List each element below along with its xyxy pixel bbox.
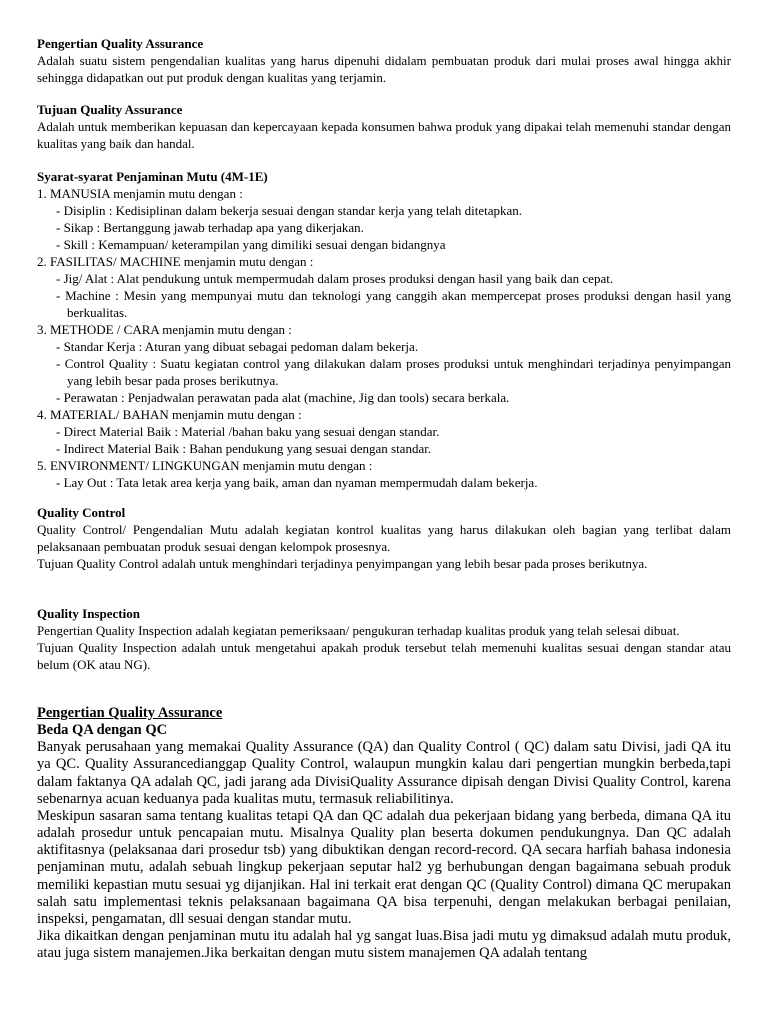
sub-item: - Lay Out : Tata letak area kerja yang baik, aman dan nyaman mempermudah dalam bekerja. bbox=[56, 475, 538, 490]
section-heading: Syarat-syarat Penjaminan Mutu (4M-1E) bbox=[37, 169, 268, 184]
sub-item: - Skill : Kemampuan/ keterampilan yang dimiliki sesuai dengan bidangnya bbox=[56, 237, 446, 252]
list-item bbox=[37, 457, 731, 491]
section-qa-purpose bbox=[37, 101, 731, 152]
list-item bbox=[37, 253, 731, 321]
list-item-label: 5. ENVIRONMENT/ LINGKUNGAN menjamin mutu dengan : bbox=[37, 458, 373, 473]
section-paragraph: Adalah suatu sistem pengendalian kualitas yang harus dipenuhi didalam pembuatan produk dari mulai proses awal hingga akhir sehingga didapatkan out put produk dengan kualitas yang terjamin. bbox=[37, 53, 731, 85]
list-item bbox=[37, 185, 731, 253]
section-heading: Pengertian Quality Assurance bbox=[37, 36, 204, 51]
list-item-label: 3. METHODE / CARA menjamin mutu dengan : bbox=[37, 322, 292, 337]
list-item bbox=[37, 406, 731, 457]
section-quality-control bbox=[37, 504, 731, 572]
list-item bbox=[37, 321, 731, 406]
section-heading: Quality Inspection bbox=[37, 606, 140, 621]
section-qa-definition bbox=[37, 35, 731, 86]
section-heading: Pengertian Quality Assurance bbox=[37, 705, 223, 721]
section-subheading: Beda QA dengan QC bbox=[37, 722, 168, 739]
sub-item: - Sikap : Bertanggung jawab terhadap apa yang dikerjakan. bbox=[56, 220, 364, 235]
sub-item: - Direct Material Baik : Material /bahan baku yang sesuai dengan standar. bbox=[56, 424, 440, 439]
section-paragraph: Tujuan Quality Control adalah untuk menghindari terjadinya penyimpangan yang lebih besar pada proses berikutnya. bbox=[37, 556, 648, 571]
section-quality-inspection bbox=[37, 605, 731, 673]
sub-item: - Control Quality : Suatu kegiatan control yang dilakukan dalam proses produksi untuk menghindari terjadinya penyimpangan yang lebih besar pada proses berikutnya. bbox=[56, 356, 731, 388]
section-paragraph: Jika dikaitkan dengan penjaminan mutu itu adalah hal yg sangat luas.Bisa jadi mutu yg dimaksud adalah mutu produk, atau juga sistem manajemen.Jika berkaitan dengan mutu sistem manajemen QA adalah tentang bbox=[37, 928, 731, 962]
sub-item: - Machine : Mesin yang mempunyai mutu dan teknologi yang canggih akan mempercepat proses produksi dengan hasil yang berkualitas. bbox=[56, 288, 731, 320]
section-qa-vs-qc bbox=[37, 705, 731, 962]
list-item-label: 4. MATERIAL/ BAHAN menjamin mutu dengan : bbox=[37, 407, 302, 422]
section-paragraph: Adalah untuk memberikan kepuasan dan kepercayaan kepada konsumen bahwa produk yang dipakai telah memenuhi standar dengan kualitas yang baik dan handal. bbox=[37, 119, 731, 151]
requirements-list bbox=[37, 185, 731, 491]
sub-item: - Jig/ Alat : Alat pendukung untuk mempermudah dalam proses produksi dengan hasil yang baik dan cepat. bbox=[56, 271, 614, 286]
list-item-label: 1. MANUSIA menjamin mutu dengan : bbox=[37, 186, 243, 201]
section-paragraph: Tujuan Quality Inspection adalah untuk mengetahui apakah produk tersebut telah memenuhi kualitas sesuai dengan standar atau belum (OK atau NG). bbox=[37, 640, 731, 672]
sub-item: - Standar Kerja : Aturan yang dibuat sebagai pedoman dalam bekerja. bbox=[56, 339, 419, 354]
sub-item: - Indirect Material Baik : Bahan pendukung yang sesuai dengan standar. bbox=[56, 441, 432, 456]
section-paragraph: Banyak perusahaan yang memakai Quality Assurance (QA) dan Quality Control ( QC) dalam satu Divisi, jadi QA itu ya QC. Quality Assurancedianggap Quality Control, walaupun mungkin kalau dari pengertian mungkin berbeda,tapi dalam faktanya QA adalah QC, jadi jarang ada DivisiQuality Assurance dipisah dengan Divisi Quality Control, karena sebenarnya acuan keduanya pada kualitas mutu, termasuk reliabilitinya. bbox=[37, 739, 731, 807]
section-paragraph: Pengertian Quality Inspection adalah kegiatan pemeriksaan/ pengukuran terhadap kualitas produk yang telah selesai dibuat. bbox=[37, 623, 680, 638]
list-item-label: 2. FASILITAS/ MACHINE menjamin mutu dengan : bbox=[37, 254, 314, 269]
sub-item: - Disiplin : Kedisiplinan dalam bekerja sesuai dengan standar kerja yang telah ditetapkan. bbox=[56, 203, 523, 218]
section-heading: Quality Control bbox=[37, 505, 126, 520]
section-paragraph: Meskipun sasaran sama tentang kualitas tetapi QA dan QC adalah dua pekerjaan bidang yang berbeda, dimana QA itu adalah prosedur untuk pencapaian mutu. Misalnya Quality plan beserta dokumen pendukungnya. Dan QC adalah aktifitasnya (pelaksanaa dari prosedur tsb) yang dibuktikan dengan record-record. QA secara harfiah bahasa indonesia penjaminan mutu, adalah sebuah lingkup pekerjaan seputar hal2 yg berhubungan dengan bagaimana sebuah produk memiliki kepastian mutu sesuai yg dijanjikan. Hal ini terkait erat dengan QC (Quality Control) dimana QC merupakan salah satu implementasi teknis pelaksanaan bagaimana QA bisa terpenuhi, dengan melakukan berbagai penilaian, inspeksi, pengamatan, dll sesuai dengan standar mutu. bbox=[37, 807, 731, 927]
section-heading: Tujuan Quality Assurance bbox=[37, 102, 183, 117]
sub-item: - Perawatan : Penjadwalan perawatan pada alat (machine, Jig dan tools) secara berkala. bbox=[56, 390, 510, 405]
section-quality-requirements bbox=[37, 168, 731, 491]
section-paragraph: Quality Control/ Pengendalian Mutu adalah kegiatan kontrol kualitas yang harus dilakukan oleh bagian yang terlibat dalam pelaksanaan pembuatan produk sesuai dengan kelompok prosesnya. bbox=[37, 522, 731, 554]
